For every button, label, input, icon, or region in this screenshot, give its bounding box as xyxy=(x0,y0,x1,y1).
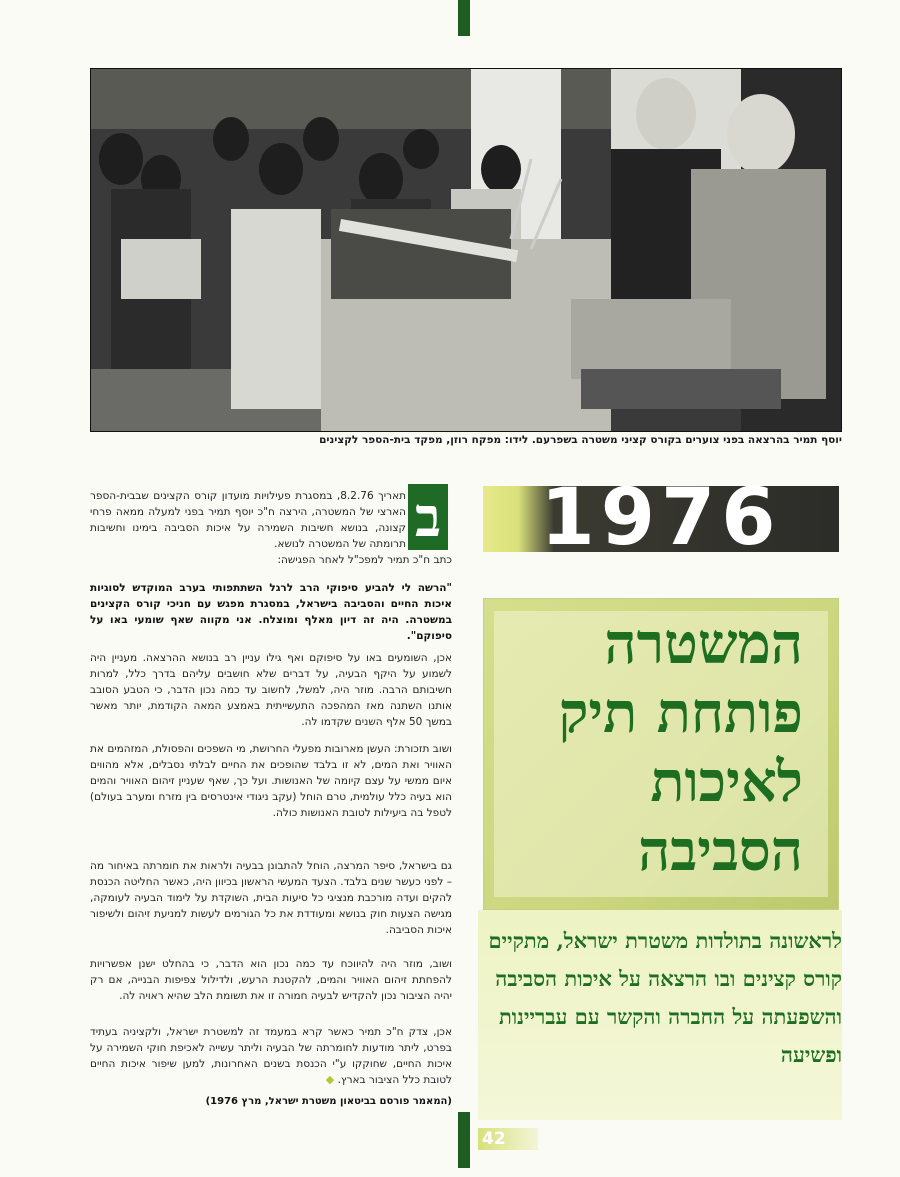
drop-cap: ב xyxy=(408,484,448,550)
headline: המשטרה פותחת תיק לאיכות הסביבה xyxy=(558,611,803,884)
year-label: 1976 xyxy=(540,473,782,563)
body-paragraph-1: תאריך 8.2.76, במסגרת פעילויות מועדון קורס הקצינים שבבית-הספר הארצי של המשטרה, הירצה ח"כ יוסף תמיר בפני למעלה ממאה פרחי קצונה, בנושא חשיבות השמירה על איכות הסביבה בימינו וחשיבות תרומתה של המשטרה לנושא. xyxy=(90,490,407,550)
body-paragraph-2: אכן, השומעים באו על סיפוקם ואף גילו עניין רב בנושא ההרצאה. מעניין היה לשמוע על היקף הבעיה, על דברים שלא חושבים עליהם בדרך כלל, למרות חשיבותם הרבה. מוזר היה, למשל, לחשוב עד כמה נכון הדבר, כי הטבע הסובב אותנו השתנה מאז המהפכה התעשייתית באמצע המאה הקודמת, יותר מאשר במשך 50 אלף השנים שקדמו לה. xyxy=(90,652,452,728)
body-paragraph-6 xyxy=(90,1024,452,1088)
body-paragraph-5: ושוב, מוזר היה להיווכח עד כמה נכון הוא הדבר, כי בהחלט ישנן אפשרויות להפחתת זיהום האוויר והמים, להקטנת הרעש, ולדילול צפיפות הבנייה, אם רק יהיה הציבור נכון להקדיש לבעיה חמורה זו את תשומת הלב שהיא ראויה לה. xyxy=(90,958,452,1002)
top-green-bar xyxy=(458,0,470,36)
photo-caption: יוסף תמיר בהרצאה בפני צוערים בקורס קציני משטרה בשפרעם. לידו: מפקח רוזן, מפקד בית-הספר לקצינים xyxy=(319,434,842,446)
end-mark-icon: ◆ xyxy=(325,1073,335,1086)
body-paragraph-3: ושוב תזכורת: העשן מארובות מפעלי החרושת, מי השפכים והפסולת, המזהמים את האוויר ואת המים, לא זו בלבד שהופכים את החיים לבלתי נסבלים, אלא מהווים איום ממשי על עצם קיומה של האנושות. ועל כך, שאף שעניין זיהום האוויר והמים הוא בעיה כלל עולמית, טרם הוחל (עקב ניגודי אינטרסים בין מזרח ומערב בעולם) לטפל בה ביעילות לטובת האנושות כולה. xyxy=(90,743,452,819)
body-paragraph-6-text: אכן, צדק ח"כ תמיר כאשר קרא במעמד זה למשטרת ישראל, ולקציניה בעתיד בפרט, ליתר מודעות לחומרתה של הבעיה וליתר עשייה לאכיפת חוקי השמירה על איכות החיים, שחוקקו ע"י הכנסת בשנים האחרונות, למען שיפור איכות החיים לטובת כלל הציבור בארץ. xyxy=(90,1026,452,1086)
year-banner xyxy=(483,473,839,563)
bottom-green-bar xyxy=(458,1112,470,1168)
subheadline: לראשונה בתולדות משטרת ישראל, מתקיים קורס קצינים ובו הרצאה על איכות הסביבה והשפעתה על החברה והקשר עם עבריינות ופשיעה xyxy=(488,928,842,1067)
quote-paragraph: "הרשה לי להביע סיפוקי הרב לרגל השתתפותי בערב המוקדש לסוגיות איכות החיים והסביבה בישראל, במסגרת מפגש עם חניכי קורס הקצינים במשטרה. היה זה דיון מאלף ומוצלח. אני מקווה שאף שומעי באו על סיפוקם". xyxy=(90,582,452,642)
body-paragraph-4: גם בישראל, סיפר המרצה, הוחל להתבונן בבעיה ולראות את חומרתה באיחור מה – לפני כעשר שנים בלבד. הצעד המעשי הראשון בכיוון היה, כאשר החליטה הכנסת להקים ועדה מורכבת מנציגי כל סיעות הבית, השוקדת על לימוד הבעיה לעומקה, מגישה הצעות חוק בנושא ומעודדת את כל הגורמים לעשות למניעת זיהום ולשיפור איכות הסביבה. xyxy=(90,860,452,936)
page-number: 42 xyxy=(482,1129,506,1149)
body-paragraph-intro: כתב ח"כ תמיר למפכ"ל לאחר הפגישה: xyxy=(277,554,452,566)
lecture-photo xyxy=(90,68,842,432)
source-note: (המאמר פורסם בביטאון משטרת ישראל, מרץ 1976) xyxy=(205,1096,452,1107)
